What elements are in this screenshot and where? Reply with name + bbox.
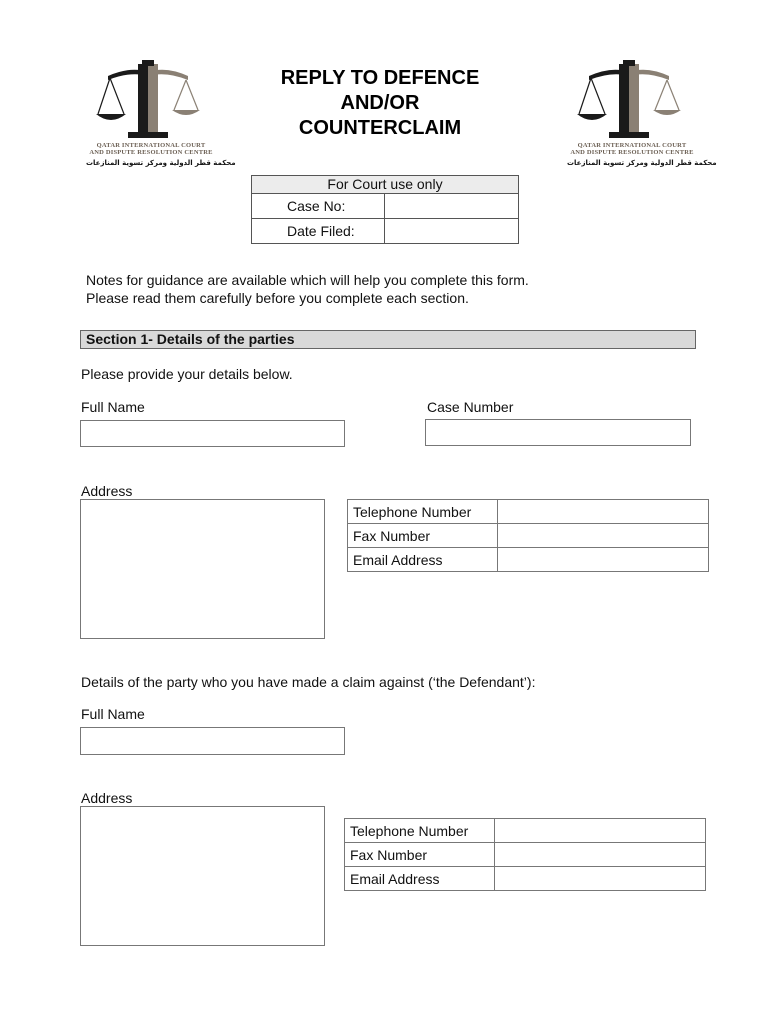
guidance-notes <box>86 271 529 307</box>
date-filed-field[interactable] <box>385 219 519 244</box>
logo-name-line1: QATAR INTERNATIONAL COURT <box>96 142 206 149</box>
form-title <box>262 66 498 141</box>
claimant-address-input[interactable] <box>80 499 325 639</box>
section-1-intro: Please provide your details below. <box>81 366 293 382</box>
case-no-field[interactable] <box>385 194 519 219</box>
claimant-telephone-label: Telephone Number <box>348 500 498 524</box>
claimant-email-input[interactable] <box>498 548 709 572</box>
section-1-heading: Section 1- Details of the parties <box>80 330 696 349</box>
claimant-full-name-label: Full Name <box>81 399 145 415</box>
scales-of-justice-icon <box>86 58 216 142</box>
date-filed-label: Date Filed: <box>252 219 385 244</box>
defendant-email-label: Email Address <box>345 867 495 891</box>
claimant-telephone-input[interactable] <box>498 500 709 524</box>
defendant-fax-input[interactable] <box>495 843 706 867</box>
defendant-address-label: Address <box>81 790 133 806</box>
logo-name-line1: QATAR INTERNATIONAL COURT <box>577 142 687 149</box>
court-use-heading: For Court use only <box>252 176 519 194</box>
logo-name-line2: AND DISPUTE RESOLUTION CENTRE <box>570 149 694 156</box>
case-no-label: Case No: <box>252 194 385 219</box>
court-use-table <box>251 175 519 244</box>
logo-arabic-name: محكمة قطر الدولية ومركز تسوية المنازعات <box>86 159 236 167</box>
claimant-email-label: Email Address <box>348 548 498 572</box>
defendant-fax-label: Fax Number <box>345 843 495 867</box>
title-line-3: COUNTERCLAIM <box>298 117 462 139</box>
guidance-line-2: Please read them carefully before you complete each section. <box>86 290 469 306</box>
court-logo-left <box>86 58 236 167</box>
claimant-full-name-input[interactable] <box>80 420 345 447</box>
court-logo-right <box>567 58 717 167</box>
defendant-full-name-input[interactable] <box>80 727 345 755</box>
defendant-email-input[interactable] <box>495 867 706 891</box>
claimant-address-label: Address <box>81 483 133 499</box>
logo-arabic-name: محكمة قطر الدولية ومركز تسوية المنازعات <box>567 159 717 167</box>
title-line-2: AND/OR <box>340 92 420 114</box>
claimant-contact-table <box>347 499 709 572</box>
claimant-fax-label: Fax Number <box>348 524 498 548</box>
defendant-address-input[interactable] <box>80 806 325 946</box>
claimant-fax-input[interactable] <box>498 524 709 548</box>
scales-of-justice-icon <box>567 58 697 142</box>
title-line-1: REPLY TO DEFENCE <box>280 67 480 89</box>
claimant-case-number-input[interactable] <box>425 419 691 446</box>
logo-name-line2: AND DISPUTE RESOLUTION CENTRE <box>89 149 213 156</box>
claimant-case-number-label: Case Number <box>427 399 514 415</box>
defendant-contact-table <box>344 818 706 891</box>
defendant-full-name-label: Full Name <box>81 706 145 722</box>
guidance-line-1: Notes for guidance are available which will help you complete this form. <box>86 272 529 288</box>
defendant-telephone-input[interactable] <box>495 819 706 843</box>
defendant-intro: Details of the party who you have made a claim against (‘the Defendant’): <box>81 674 536 690</box>
defendant-telephone-label: Telephone Number <box>345 819 495 843</box>
